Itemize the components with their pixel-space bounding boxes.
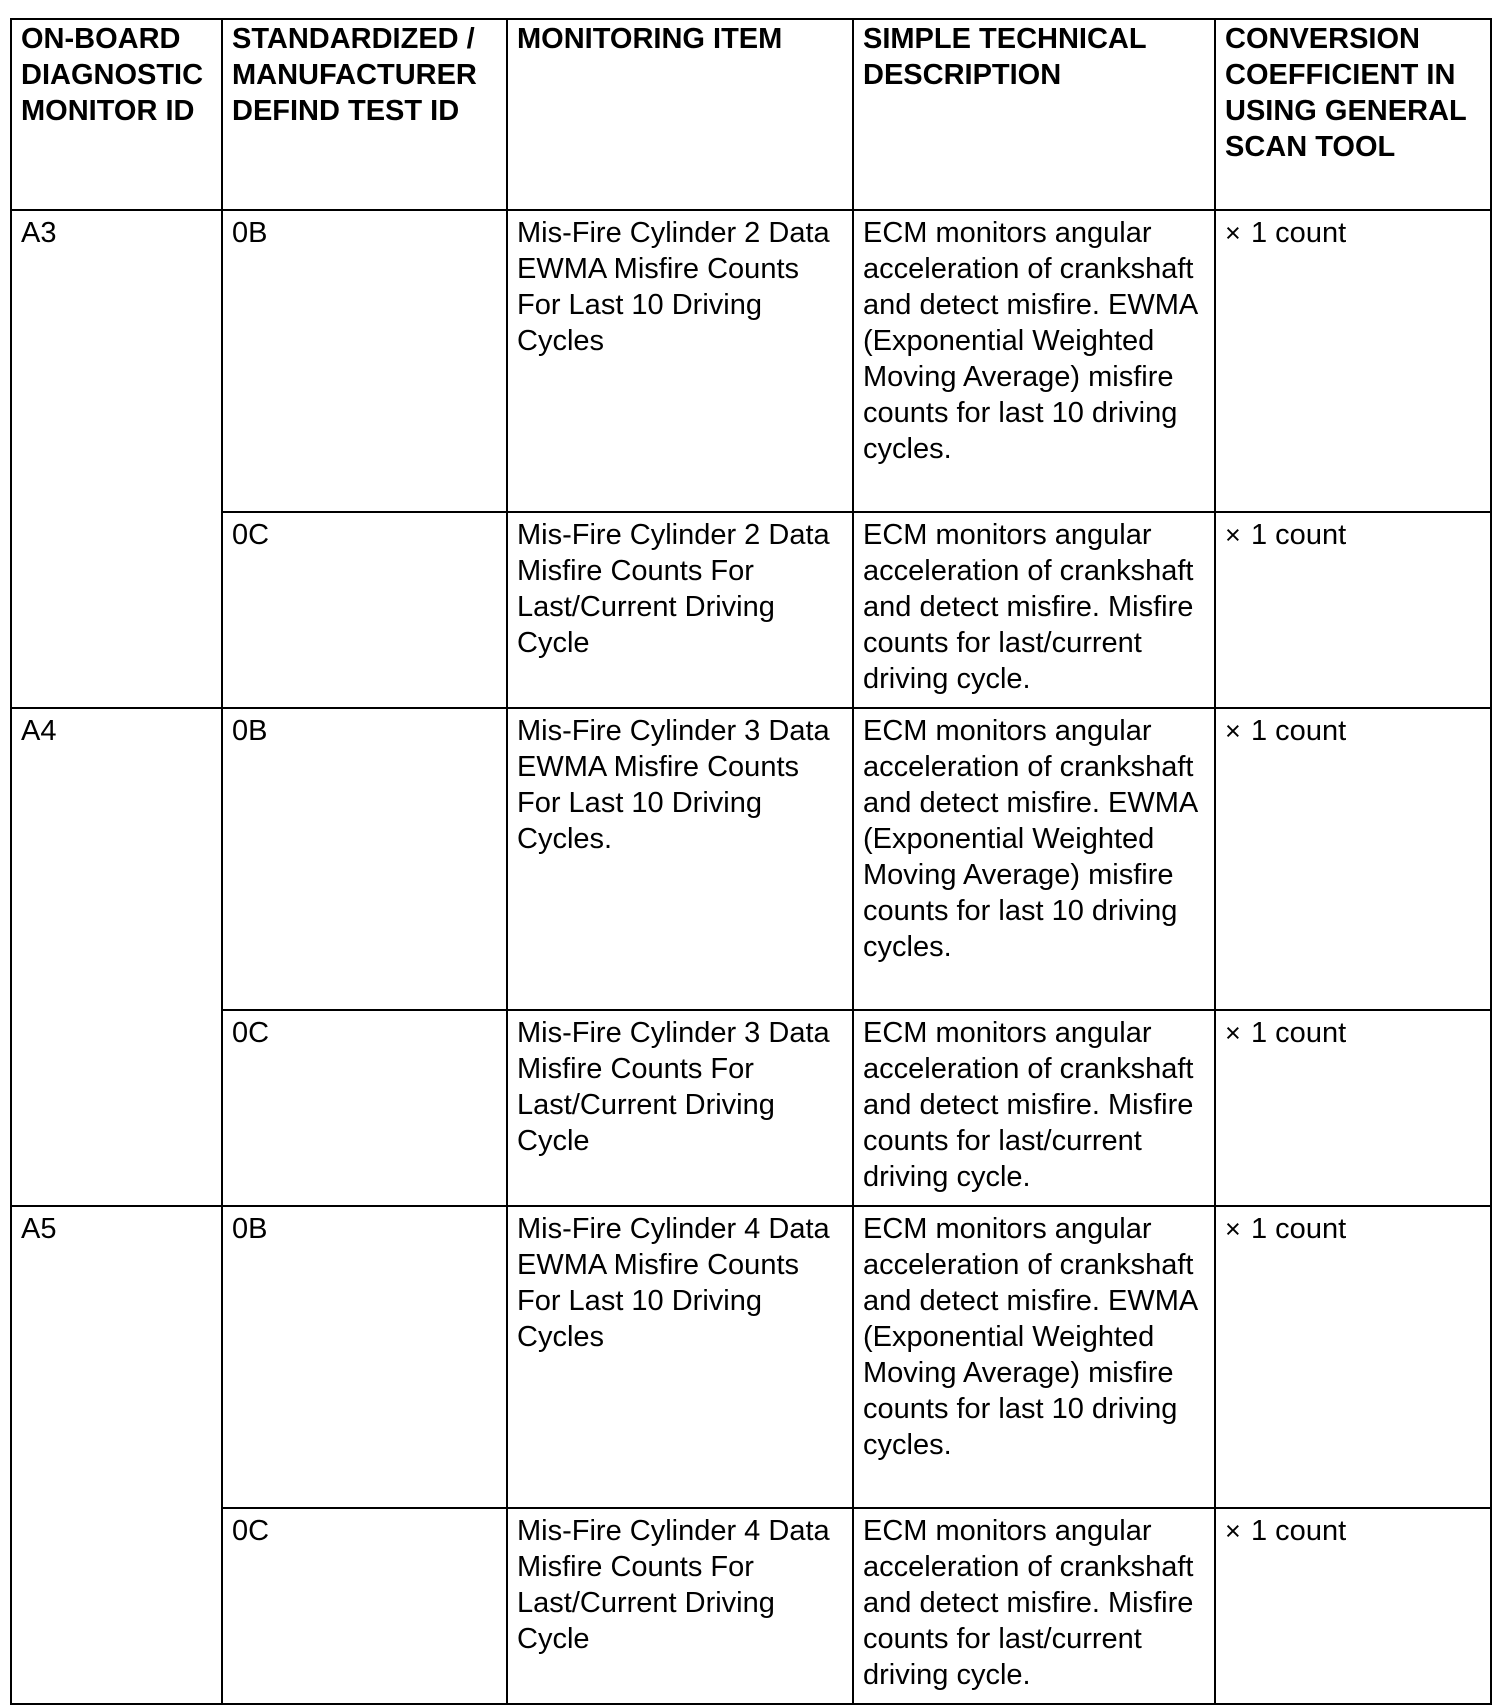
description-cell: ECM monitors angular acceleration of crankshaft and detect misfire. Misfire counts for last/current driving cycle. [853, 512, 1215, 708]
multiply-symbol: × [1225, 1214, 1241, 1244]
test-id-cell: 0C [222, 512, 507, 708]
description-cell: ECM monitors angular acceleration of crankshaft and detect misfire. Misfire counts for last/current driving cycle. [853, 1508, 1215, 1704]
table-row [11, 1206, 1491, 1508]
multiply-symbol: × [1225, 1018, 1241, 1048]
header-conversion-coefficient: CONVERSION COEFFICIENT IN USING GENERAL SCAN TOOL [1215, 19, 1491, 210]
test-id-cell: 0C [222, 1010, 507, 1206]
coefficient-value: 1 count [1251, 1515, 1347, 1547]
table-row [11, 1010, 1491, 1206]
coefficient-cell [1215, 1508, 1491, 1704]
monitoring-item-cell: Mis-Fire Cylinder 4 Data Misfire Counts For Last/Current Driving Cycle [507, 1508, 853, 1704]
coefficient-cell [1215, 1206, 1491, 1508]
test-id-cell: 0B [222, 210, 507, 512]
monitoring-item-cell: Mis-Fire Cylinder 2 Data Misfire Counts For Last/Current Driving Cycle [507, 512, 853, 708]
monitor-id-cell: A3 [11, 210, 222, 708]
monitor-id-cell: A4 [11, 708, 222, 1206]
multiply-symbol: × [1225, 520, 1241, 550]
header-description: SIMPLE TECHNICAL DESCRIPTION [853, 19, 1215, 210]
monitor-id-cell: A5 [11, 1206, 222, 1704]
table-row [11, 512, 1491, 708]
coefficient-cell [1215, 512, 1491, 708]
multiply-symbol: × [1225, 716, 1241, 746]
description-cell: ECM monitors angular acceleration of crankshaft and detect misfire. EWMA (Exponential Weighted Moving Average) misfire counts for last 10 driving cycles. [853, 210, 1215, 512]
header-test-id: STANDARDIZED / MANUFACTURER DEFIND TEST ID [222, 19, 507, 210]
coefficient-value: 1 count [1251, 1017, 1347, 1049]
multiply-symbol: × [1225, 1516, 1241, 1546]
description-cell: ECM monitors angular acceleration of crankshaft and detect misfire. EWMA (Exponential Weighted Moving Average) misfire counts for last 10 driving cycles. [853, 1206, 1215, 1508]
test-id-cell: 0C [222, 1508, 507, 1704]
monitoring-item-cell: Mis-Fire Cylinder 4 Data EWMA Misfire Counts For Last 10 Driving Cycles [507, 1206, 853, 1508]
coefficient-value: 1 count [1251, 715, 1347, 747]
obd-monitor-table [10, 18, 1492, 1705]
header-monitoring-item: MONITORING ITEM [507, 19, 853, 210]
monitoring-item-cell: Mis-Fire Cylinder 3 Data Misfire Counts For Last/Current Driving Cycle [507, 1010, 853, 1206]
test-id-cell: 0B [222, 1206, 507, 1508]
coefficient-value: 1 count [1251, 1213, 1347, 1245]
description-cell: ECM monitors angular acceleration of crankshaft and detect misfire. Misfire counts for last/current driving cycle. [853, 1010, 1215, 1206]
table-row [11, 210, 1491, 512]
monitoring-item-cell: Mis-Fire Cylinder 3 Data EWMA Misfire Counts For Last 10 Driving Cycles. [507, 708, 853, 1010]
table-row [11, 708, 1491, 1010]
coefficient-value: 1 count [1251, 519, 1347, 551]
coefficient-cell [1215, 1010, 1491, 1206]
description-cell: ECM monitors angular acceleration of crankshaft and detect misfire. EWMA (Exponential Weighted Moving Average) misfire counts for last 10 driving cycles. [853, 708, 1215, 1010]
coefficient-value: 1 count [1251, 217, 1347, 249]
header-monitor-id: ON-BOARD DIAGNOSTIC MONITOR ID [11, 19, 222, 210]
coefficient-cell [1215, 708, 1491, 1010]
table-row [11, 1508, 1491, 1704]
monitoring-item-cell: Mis-Fire Cylinder 2 Data EWMA Misfire Counts For Last 10 Driving Cycles [507, 210, 853, 512]
header-row [11, 19, 1491, 210]
multiply-symbol: × [1225, 218, 1241, 248]
test-id-cell: 0B [222, 708, 507, 1010]
coefficient-cell [1215, 210, 1491, 512]
